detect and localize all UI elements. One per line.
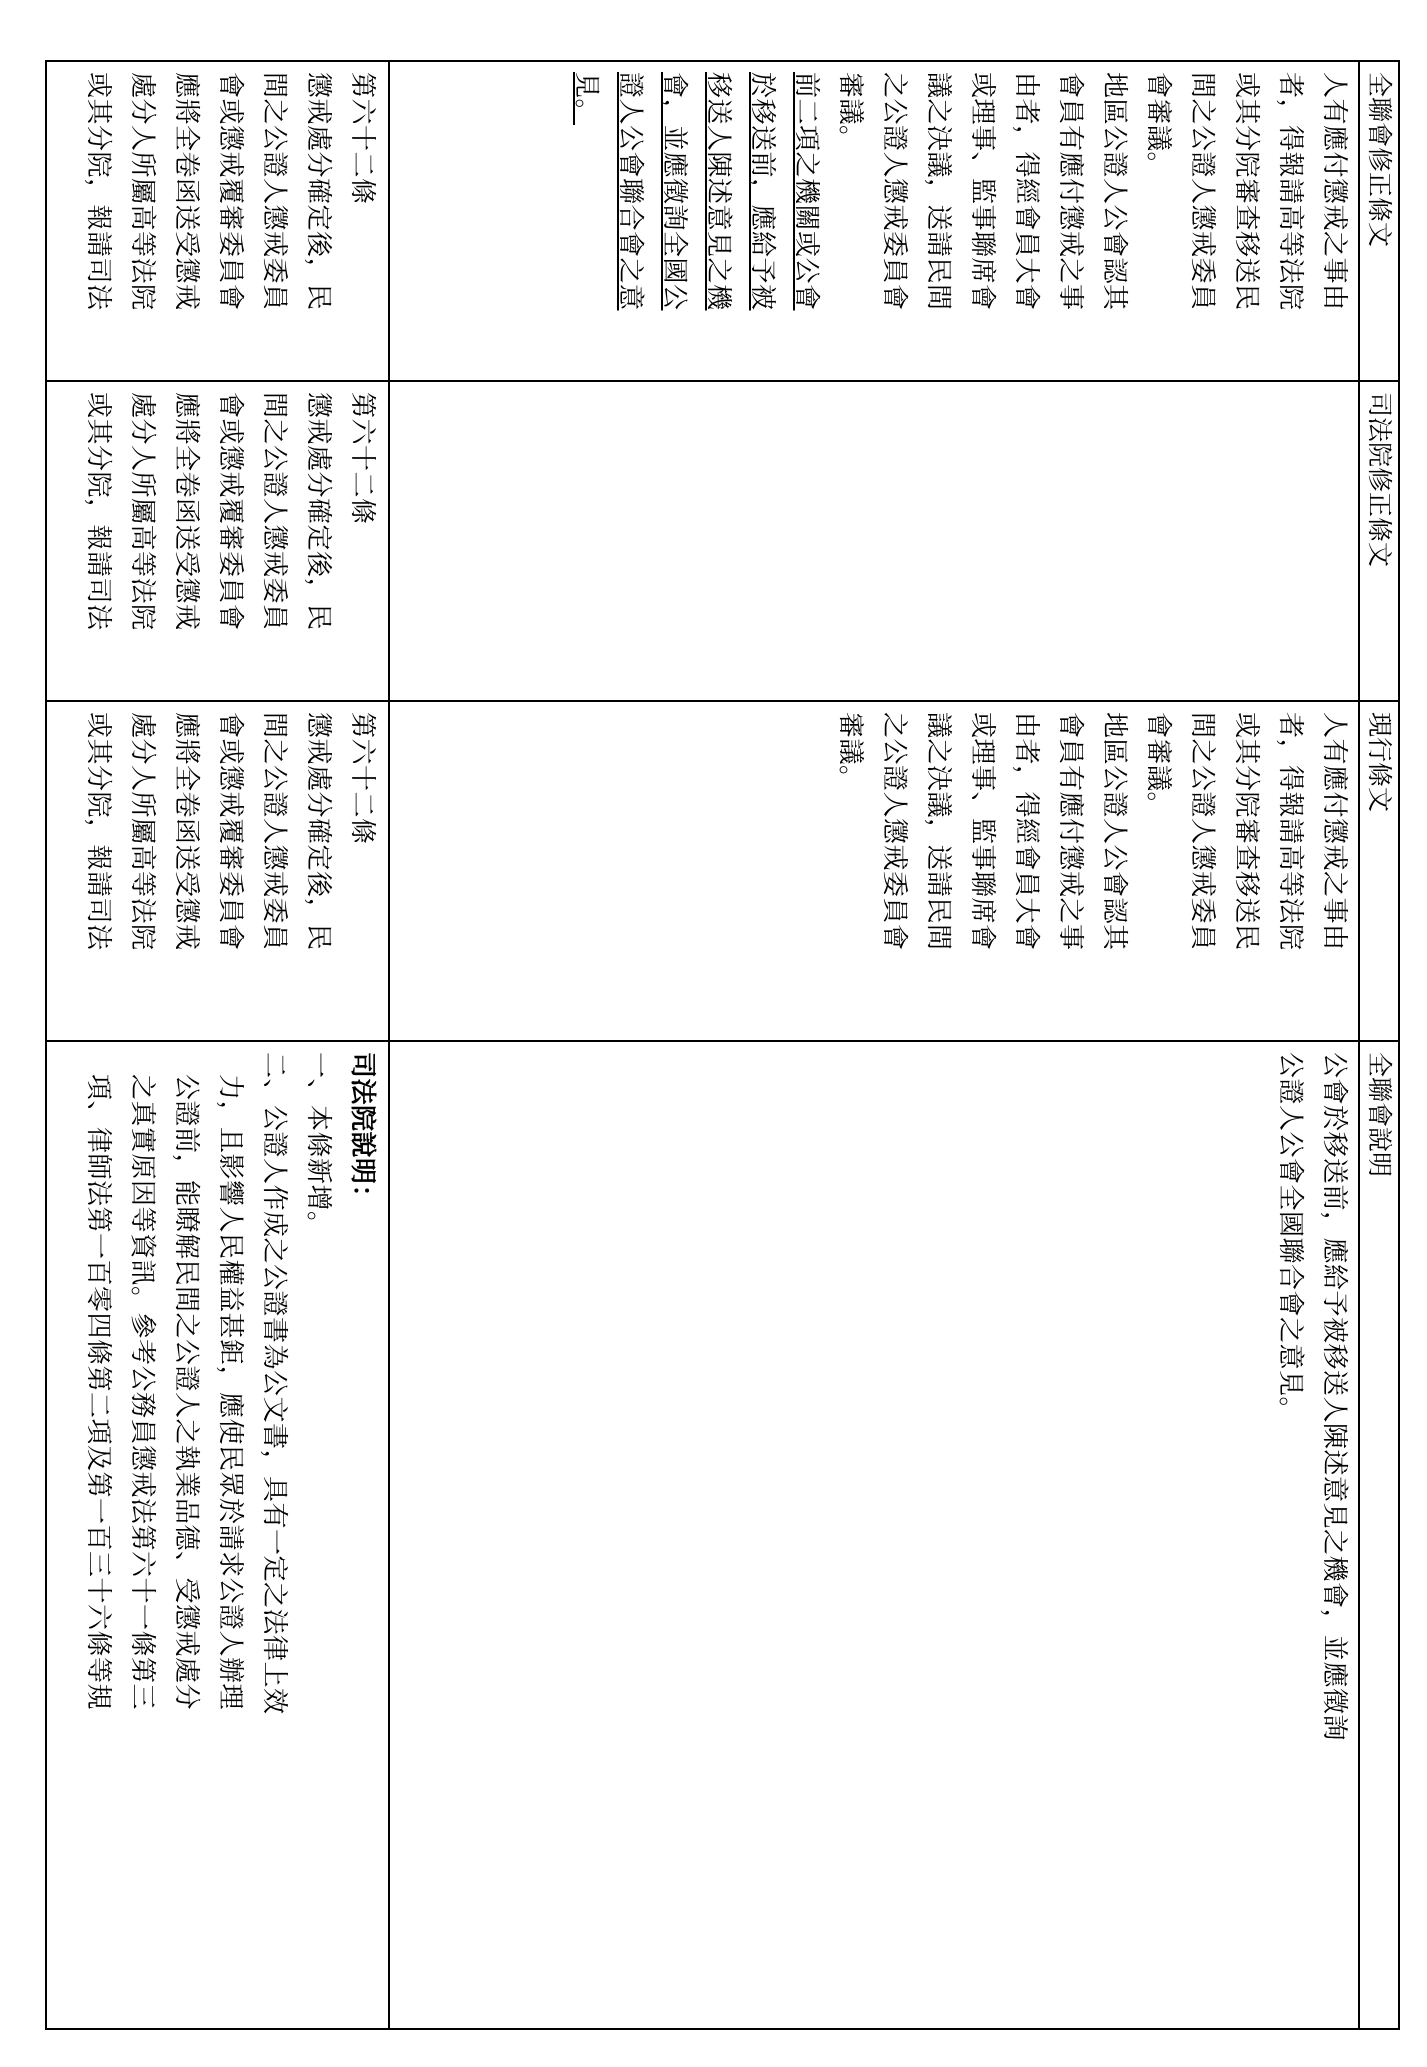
text-line: 人有應付懲戒之事由 [1319, 712, 1349, 951]
header-current-provision: 現行條文 [1360, 702, 1398, 1042]
text-line: 會員有應付懲戒之事 [1055, 72, 1085, 311]
comparison-table [45, 60, 1400, 2030]
row1-federation-explanation [390, 1042, 1360, 2030]
text-line: 會或懲戒覆審委員會 [215, 392, 245, 631]
row1-judicial-yuan-amendment [390, 382, 1360, 702]
row2-current-provision [45, 702, 388, 1042]
text-line: 應將全卷函送受懲戒 [171, 712, 201, 951]
text-line: 公會於移送前，應給予被移送人陳述意見之機會，並應徵詢 [1319, 1052, 1349, 1742]
text-line: 之公證人懲戒委員會 [879, 712, 909, 951]
row1-federation-amendment [390, 62, 1360, 382]
text-line: 或其分院，報請司法 [83, 72, 113, 311]
text-line: 或其分院審查移送民 [1231, 712, 1261, 951]
text-line: 地區公證人公會認其 [1099, 72, 1129, 311]
text-line: 間之公證人懲戒委員 [259, 72, 289, 311]
article-heading: 第六十二條 [347, 712, 377, 845]
text-line: 懲戒處分確定後，民 [303, 392, 333, 631]
text-line: 地區公證人公會認其 [1099, 712, 1129, 951]
text-line: 會或懲戒覆審委員會 [215, 72, 245, 311]
text-line: 審議。 [835, 72, 865, 152]
underlined-amendment-line: 會，並應徵詢全國公 [659, 72, 689, 311]
text-line: 由者，得經會員大會 [1011, 72, 1041, 311]
row1-current-provision [390, 702, 1360, 1042]
text-line: 間之公證人懲戒委員 [1187, 712, 1217, 951]
text-line: 由者，得經會員大會 [1011, 712, 1041, 951]
article-heading: 第六十二條 [347, 392, 377, 525]
text-line: 審議。 [835, 712, 865, 792]
row-divider [388, 62, 390, 2028]
text-line: 間之公證人懲戒委員 [259, 712, 289, 951]
text-line: 處分人所屬高等法院 [127, 72, 157, 311]
text-line: 間之公證人懲戒委員 [259, 392, 289, 631]
table-header-row [1358, 62, 1398, 2028]
text-line: 懲戒處分確定後，民 [303, 72, 333, 311]
text-line: 者，得報請高等法院 [1275, 712, 1305, 951]
text-line: 處分人所屬高等法院 [127, 712, 157, 951]
text-line: 公證人公會全國聯合會之意見。 [1275, 1052, 1305, 1424]
text-line: 之真實原因等資訊。參考公務員懲戒法第六十一條第三 [127, 1074, 157, 1711]
text-line: 二、公證人作成之公證書為公文書，具有一定之法律上效 [259, 1052, 289, 1715]
text-line: 議之決議，送請民間 [923, 712, 953, 951]
text-line: 會或懲戒覆審委員會 [215, 712, 245, 951]
underlined-amendment-line: 前二項之機關或公會 [791, 72, 821, 311]
text-line: 人有應付懲戒之事由 [1319, 72, 1349, 311]
text-line: 處分人所屬高等法院 [127, 392, 157, 631]
text-line: 間之公證人懲戒委員 [1187, 72, 1217, 311]
text-line: 議之決議，送請民間 [923, 72, 953, 311]
judicial-yuan-explanation-title: 司法院說明： [347, 1052, 377, 1212]
text-line: 或理事、監事聯席會 [967, 712, 997, 951]
text-line: 之公證人懲戒委員會 [879, 72, 909, 311]
text-line: 或其分院審查移送民 [1231, 72, 1261, 311]
underlined-amendment-line: 見。 [571, 72, 601, 126]
header-federation-explanation: 全聯會說明 [1365, 1052, 1394, 1178]
header-federation-amendment: 全聯會修正條文 [1360, 62, 1398, 382]
text-line: 項、律師法第一百零四條第二項及第一百三十六條等規 [83, 1074, 113, 1711]
text-line: 會審議。 [1143, 72, 1173, 179]
text-line: 會員有應付懲戒之事 [1055, 712, 1085, 951]
text-line: 或其分院，報請司法 [83, 392, 113, 631]
text-line: 者，得報請高等法院 [1275, 72, 1305, 311]
row2-judicial-yuan-amendment [45, 382, 388, 702]
underlined-amendment-line: 於移送前，應給予被 [747, 72, 777, 311]
text-line: 力，且影響人民權益甚鉅，應使民眾於請求公證人辦理 [215, 1074, 245, 1711]
row2-federation-amendment [45, 62, 388, 382]
text-line: 或理事、監事聯席會 [967, 72, 997, 311]
header-judicial-yuan-amendment: 司法院修正條文 [1360, 382, 1398, 702]
underlined-amendment-line: 證人公會聯合會之意 [615, 72, 645, 311]
text-line [296, 1052, 340, 2024]
underlined-amendment-line: 移送人陳述意見之機 [703, 72, 733, 311]
text-line: 懲戒處分確定後，民 [303, 712, 333, 951]
text-line: 應將全卷函送受懲戒 [171, 392, 201, 631]
text-line: 會審議。 [1143, 712, 1173, 819]
text-line: 公證前，能瞭解民間之公證人之執業品德、受懲戒處分 [171, 1074, 201, 1711]
article-heading: 第六十二條 [347, 72, 377, 205]
row2-explanation [45, 1042, 388, 2030]
text-line: 應將全卷函送受懲戒 [171, 72, 201, 311]
text-span: 一、本條新增。 [303, 1052, 333, 1238]
text-line: 或其分院，報請司法 [83, 712, 113, 951]
